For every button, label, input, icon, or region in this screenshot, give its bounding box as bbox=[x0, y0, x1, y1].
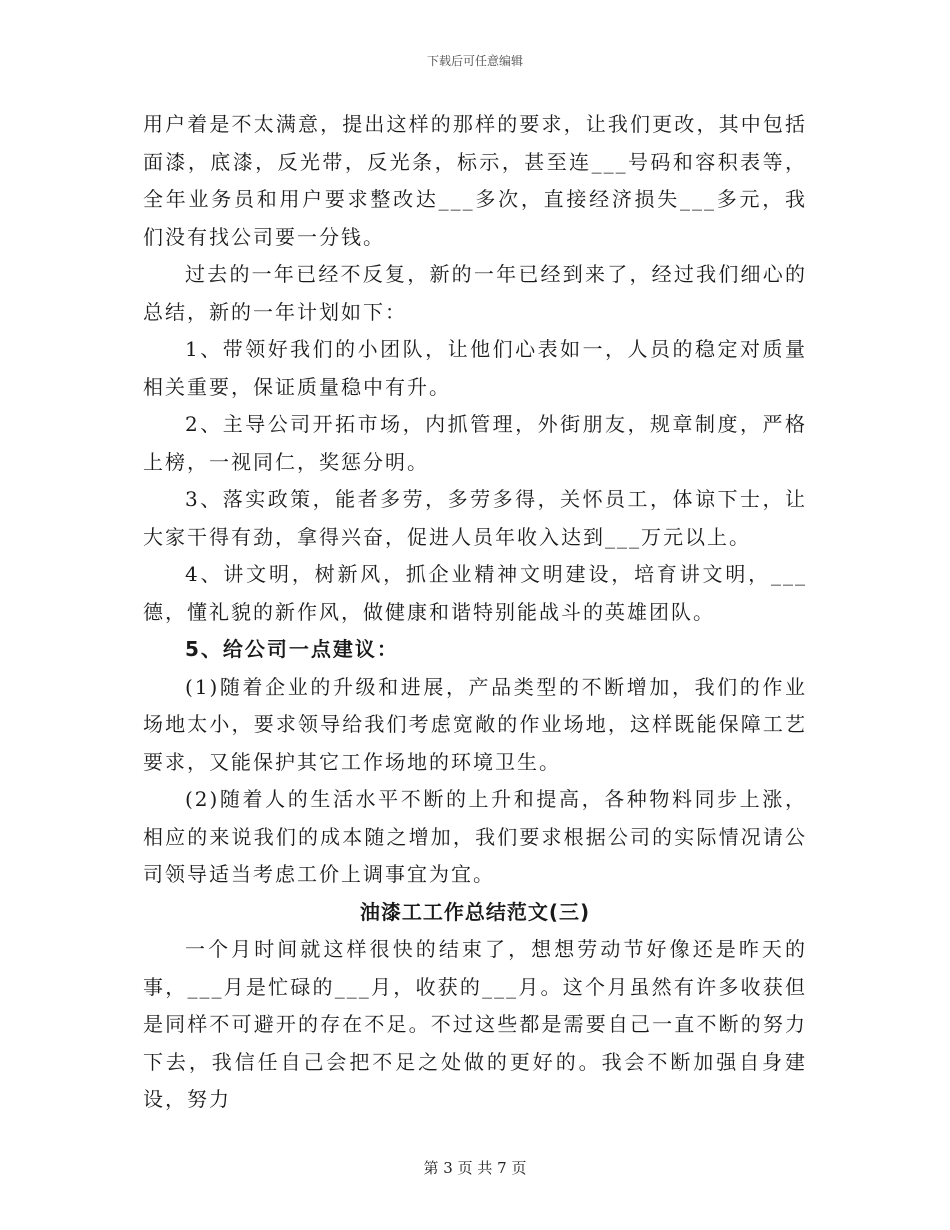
suggestion-2: (2)随着人的生活水平不断的上升和提高，各种物料同步上涨，相应的来说我们的成本随之增加，我们要求根据公司的实际情况请公司领导适当考虑工价上调事宜为宜。 bbox=[143, 787, 807, 886]
plan-item-2: 2、主导公司开拓市场，内抓管理，外街朋友，规章制度，严格上榜，一视同仁，奖惩分明。 bbox=[143, 412, 807, 474]
suggestion-1: (1)随着企业的升级和进展，产品类型的不断增加，我们的作业场地太小，要求领导给我们考虑宽敞的作业场地，这样既能保障工艺要求，又能保护其它工作场地的环境卫生。 bbox=[143, 674, 807, 774]
section-title: 油漆工工作总结范文(三) bbox=[359, 899, 591, 924]
paragraph-2: 过去的一年已经不反复，新的一年已经到来了，经过我们细心的总结，新的一年计划如下： bbox=[143, 262, 807, 324]
plan-item-1: 1、带领好我们的小团队，让他们心表如一，人员的稳定对质量相关重要，保证质量稳中有升。 bbox=[143, 337, 807, 399]
page-header-note: 下载后可任意编辑 bbox=[426, 54, 523, 68]
document-body bbox=[143, 106, 807, 1119]
suggestion-heading: 5、给公司一点建议： bbox=[185, 637, 399, 661]
paragraph-3: 一个月时间就这样很快的结束了，想想劳动节好像还是昨天的事，___月是忙碌的___月，收获的___月。这个月虽然有许多收获但是同样不可避开的存在不足。不过这些都是需要自己一直不断的努力下去，我信任自己会把不足之处做的更好的。我会不断加强自身建设，努力 bbox=[143, 937, 807, 1111]
page-number: 第 3 页 共 7 页 bbox=[423, 1159, 527, 1177]
paragraph-1: 用户着是不太满意，提出这样的那样的要求，让我们更改，其中包括面漆，底漆，反光带，反光条，标示，甚至连___号码和容积表等，全年业务员和用户要求整改达___多次，直接经济损失___多元，我们没有找公司要一分钱。 bbox=[143, 112, 807, 249]
plan-item-3: 3、落实政策，能者多劳，多劳多得，关怀员工，体谅下士，让大家干得有劲，拿得兴奋，促进人员年收入达到___万元以上。 bbox=[143, 487, 807, 549]
plan-item-4: 4、讲文明，树新风，抓企业精神文明建设，培育讲文明，___德，懂礼貌的新作风，做健康和谐特别能战斗的英雄团队。 bbox=[143, 562, 807, 624]
